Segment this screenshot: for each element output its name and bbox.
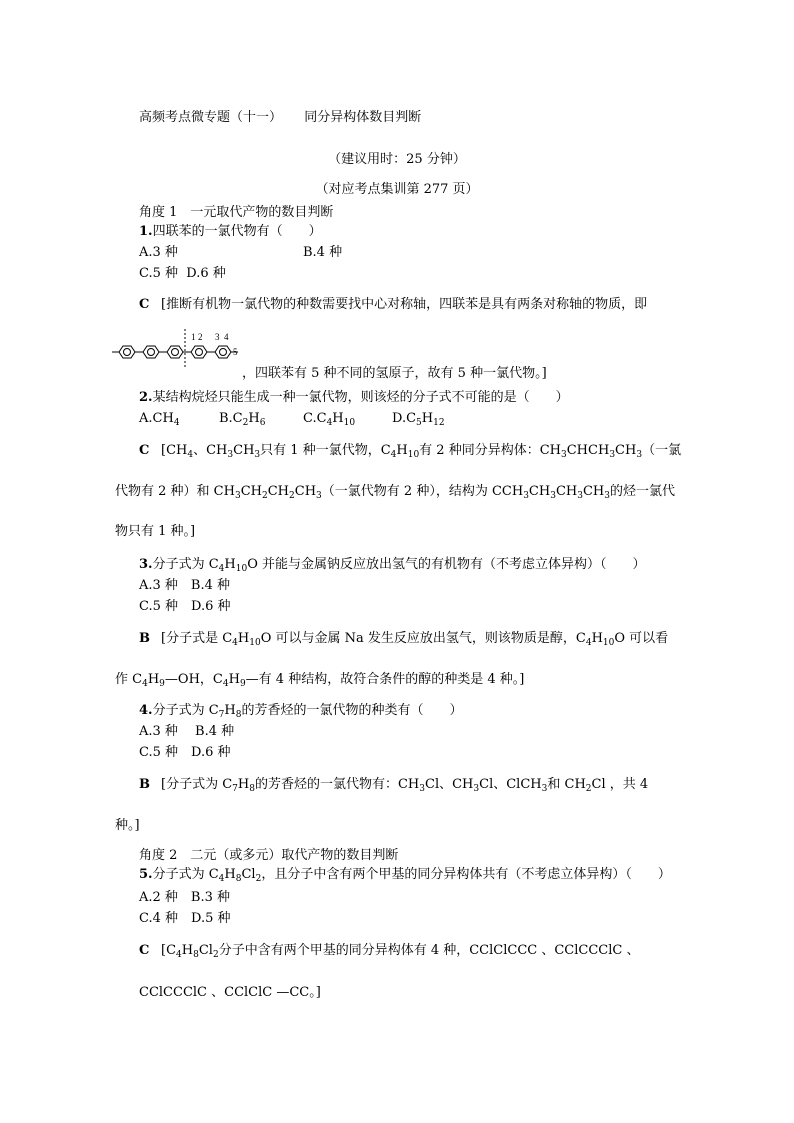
benzene-ring-circle xyxy=(220,349,227,356)
q4-options-ab: A.3 种 B.4 种 xyxy=(139,724,235,739)
q1-option-a: A.3 种 xyxy=(139,245,178,260)
answer-letter: C xyxy=(139,443,150,458)
benzene-ring xyxy=(143,346,159,358)
answer-letter: C xyxy=(139,943,150,958)
q5-options-cd: C.4 种 D.5 种 xyxy=(139,911,231,926)
benzene-ring xyxy=(167,346,183,358)
benzene-ring-circle xyxy=(148,349,155,356)
benzene-ring xyxy=(191,346,207,358)
benzene-ring-circle xyxy=(124,349,131,356)
q1-option-c: C.5 种 xyxy=(139,266,179,281)
q2-option-a: $A.CH_4$ xyxy=(139,411,180,428)
q4-explanation-line-1: B [分子式为 $C_7H_8$的芳香烃的一氯代物有：$CH_3Cl$、$CH_3Cl$、ClCH$_3$和 $CH_2Cl$ ，共 4 xyxy=(139,777,649,794)
q2-option-c: $C.C_4H_{10}$ xyxy=(303,411,356,428)
q3-explanation-line-1: B [分子式是 $C_4H_{10}O$ 可以与金属 Na 发生反应放出氢气，则该物质是醇，$C_4H_{10}O$ 可以看 xyxy=(139,631,669,648)
q5-explanation-line-2: CClCCClC 、CClClC —CC。] xyxy=(139,985,321,1000)
q4-options-cd: C.5 种 D.6 种 xyxy=(139,745,231,760)
position-label: 1 xyxy=(191,332,196,342)
position-label: 5 xyxy=(233,347,238,357)
benzene-ring xyxy=(119,346,135,358)
q2-explanation-line-3: 物只有 1 种。] xyxy=(115,524,196,539)
position-label: 2 xyxy=(198,332,203,342)
q5-explanation-line-1: C [$C_4H_8Cl_2$分子中含有两个甲基的同分异构体有 4 种，CClClCCC 、CClCCClC 、 xyxy=(139,943,640,960)
answer-letter: B xyxy=(139,631,150,646)
position-label: 4 xyxy=(224,332,229,342)
question-4: 4.分子式为 $C_7H_8$的芳香烃的一氯代物的种类有（ ） xyxy=(139,703,463,720)
quaterphenyl-structure xyxy=(112,328,252,368)
question-2 xyxy=(139,390,569,406)
section-heading-2: 角度 2 二元（或多元）取代产物的数目判断 xyxy=(139,848,399,863)
answer-letter: C xyxy=(139,297,150,312)
q3-options-ab: A.3 种 B.4 种 xyxy=(139,578,231,593)
question-stem: 四联苯的一氯代物有（ ） xyxy=(152,224,322,239)
q3-explanation-line-2: 作 $C_4H_9—OH$，$C_4H_9—$有 4 种结构，故符合条件的醇的种类是 4 种。] xyxy=(115,672,525,689)
benzene-ring-circle xyxy=(196,349,203,356)
header-line xyxy=(139,110,421,126)
question-5: 5.分子式为 $C_4H_8Cl_2$，且分子中含有两个甲基的同分异构体共有（不考虑立体异构）（ ） xyxy=(139,867,671,884)
question-number: 3. xyxy=(139,557,153,572)
question-stem: 某结构烷烃只能生成一种一氯代物，则该烃的分子式不可能的是（ ） xyxy=(152,390,569,405)
answer-letter: B xyxy=(139,777,150,792)
benzene-ring xyxy=(215,346,231,358)
q1-option-b: B.4 种 xyxy=(303,245,343,260)
question-number: 2. xyxy=(139,390,153,405)
question-3: 3.分子式为 $C_4H_{10}O$ 并能与金属钠反应放出氢气的有机物有（不考虑立体异构）（ ） xyxy=(139,557,646,574)
q2-explanation-line-2: 代物有 2 种）和 $CH_3CH_2CH_2CH_3$（一氯代物有 2 种），结构为 $CCH_3CH_3CH_3CH_3$的烃一氯代 xyxy=(115,484,676,501)
time-hint: （建议用时：25 分钟） xyxy=(328,152,466,167)
q3-options-cd: C.5 种 D.6 种 xyxy=(139,599,231,614)
question-number: 5. xyxy=(139,867,153,882)
question-number: 4. xyxy=(139,703,153,718)
q4-explanation-line-2: 种。] xyxy=(115,818,140,833)
q2-option-d: $D.C_5H_{12}$ xyxy=(392,411,445,428)
q1-option-d: D.6 种 xyxy=(186,266,226,281)
q2-option-b: $B.C_2H_6$ xyxy=(219,411,266,428)
position-label: 3 xyxy=(215,332,220,342)
section-heading-1: 角度 1 一元取代产物的数目判断 xyxy=(139,205,334,220)
q2-explanation-line-1: C [$CH_4$、$CH_3CH_3$只有 1 种一氯代物，$C_4H_{10}$有 2 种同分异构体：$CH_3CHCH_3CH_3$（一氯 xyxy=(139,443,682,460)
page-title: 高频考点微专题（十一） xyxy=(139,110,283,125)
topic-title: 同分异构体数目判断 xyxy=(304,110,422,125)
benzene-ring-circle xyxy=(172,349,179,356)
explanation-text: [推断有机物一氯代物的种数需要找中心对称轴，四联苯是具有两条对称轴的物质，即 xyxy=(161,297,648,312)
q5-options-ab: A.2 种 B.3 种 xyxy=(139,890,231,905)
q1-options-cd xyxy=(139,266,226,282)
q1-explanation-line-2: ，四联苯有 5 种不同的氢原子，故有 5 种一氯代物。] xyxy=(242,366,547,381)
reference-hint: （对应考点集训第 277 页） xyxy=(315,182,479,197)
question-1 xyxy=(139,224,322,240)
q1-explanation-line-1 xyxy=(139,297,647,313)
question-number: 1. xyxy=(139,224,153,239)
